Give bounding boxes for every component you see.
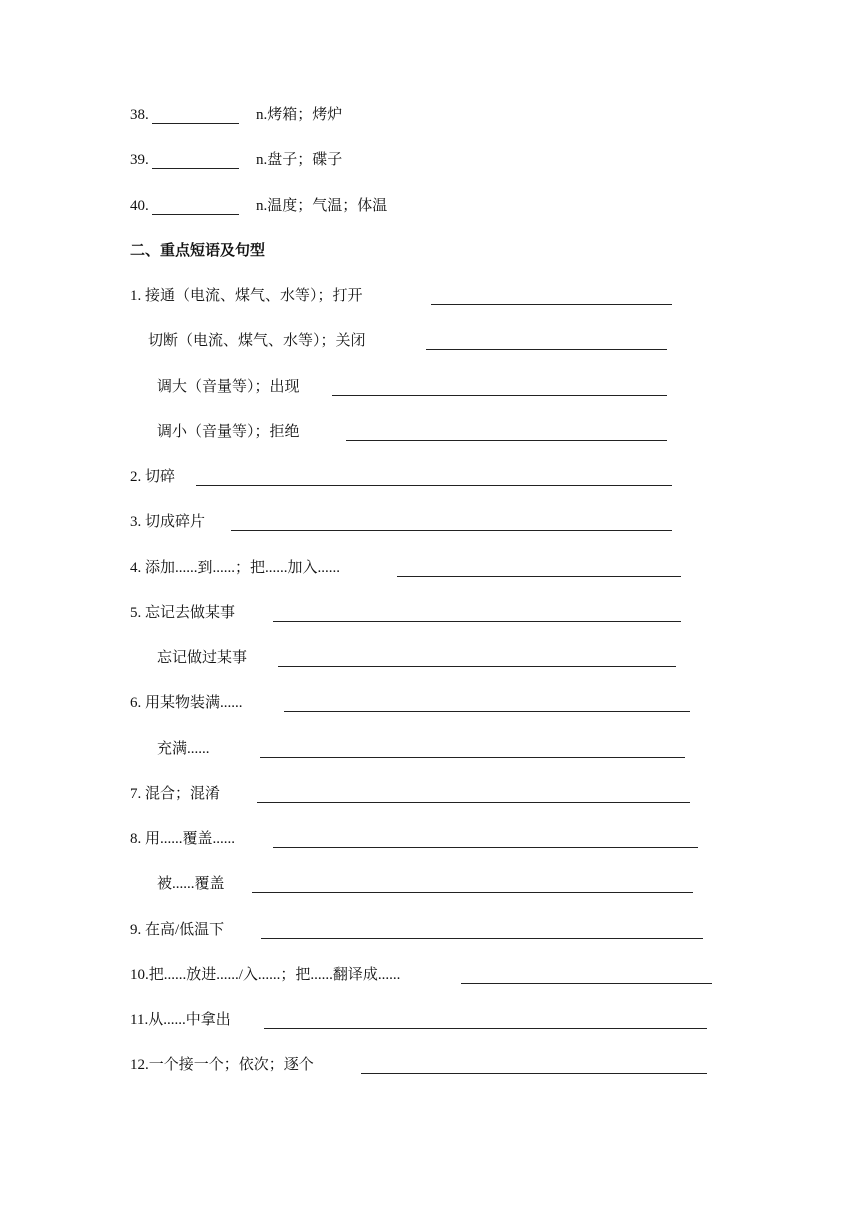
answer-blank[interactable] (273, 621, 681, 622)
answer-blank[interactable] (231, 530, 672, 531)
vocab-meaning: n.盘子；碟子 (256, 152, 343, 168)
phrase-label: 被......覆盖 (157, 876, 225, 892)
phrase-label: 10.把......放进....../入......；把......翻译成...... (130, 967, 401, 983)
answer-blank[interactable] (431, 304, 672, 305)
phrase-label: 2. 切碎 (130, 469, 176, 485)
phrase-label: 切断（电流、煤气、水等）；关闭 (148, 333, 366, 349)
answer-blank[interactable] (264, 1028, 707, 1029)
answer-blank[interactable] (261, 938, 703, 939)
answer-blank[interactable] (196, 485, 672, 486)
phrase-label: 1. 接通（电流、煤气、水等）；打开 (130, 288, 363, 304)
answer-blank[interactable] (152, 123, 239, 124)
answer-blank[interactable] (461, 983, 712, 984)
phrase-label: 调小（音量等）；拒绝 (157, 424, 300, 440)
answer-blank[interactable] (397, 576, 681, 577)
phrase-label: 充满...... (157, 741, 210, 757)
vocab-number: 40. (130, 198, 149, 214)
answer-blank[interactable] (152, 214, 239, 215)
phrase-label: 4. 添加......到......；把......加入...... (130, 560, 341, 576)
answer-blank[interactable] (332, 395, 667, 396)
phrase-label: 6. 用某物装满...... (130, 695, 243, 711)
answer-blank[interactable] (260, 757, 685, 758)
vocab-number: 39. (130, 152, 149, 168)
answer-blank[interactable] (273, 847, 698, 848)
phrase-label: 5. 忘记去做某事 (130, 605, 236, 621)
phrase-label: 调大（音量等）；出现 (157, 379, 300, 395)
phrase-label: 11.从......中拿出 (130, 1012, 231, 1028)
phrase-label: 9. 在高/低温下 (130, 922, 225, 938)
answer-blank[interactable] (346, 440, 667, 441)
answer-blank[interactable] (152, 168, 239, 169)
vocab-item (130, 105, 149, 125)
vocab-meaning: n.温度；气温；体温 (256, 198, 388, 214)
vocab-number: 38. (130, 107, 149, 123)
answer-blank[interactable] (257, 802, 690, 803)
answer-blank[interactable] (361, 1073, 707, 1074)
answer-blank[interactable] (278, 666, 676, 667)
phrase-label: 7. 混合；混淆 (130, 786, 221, 802)
answer-blank[interactable] (426, 349, 667, 350)
section-title: 二、重点短语及句型 (130, 243, 266, 259)
answer-blank[interactable] (252, 892, 693, 893)
phrase-label: 8. 用......覆盖...... (130, 831, 236, 847)
vocab-meaning: n.烤箱；烤炉 (256, 107, 343, 123)
phrase-label: 忘记做过某事 (157, 650, 248, 666)
phrase-label: 12.一个接一个；依次；逐个 (130, 1057, 314, 1073)
vocab-item (130, 150, 149, 170)
phrase-label: 3. 切成碎片 (130, 514, 206, 530)
answer-blank[interactable] (284, 711, 690, 712)
vocab-item (130, 196, 149, 216)
